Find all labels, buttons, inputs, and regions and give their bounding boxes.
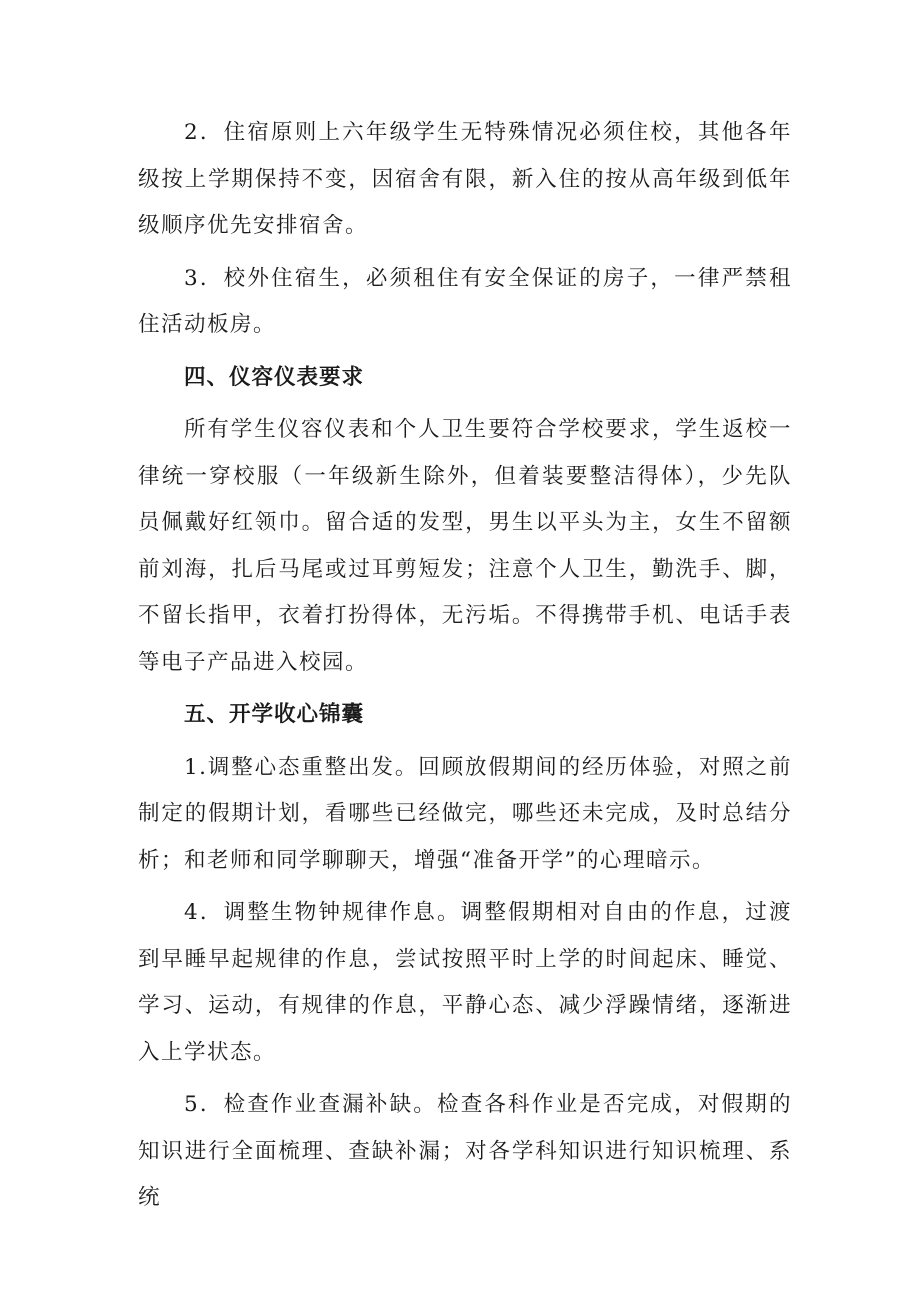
paragraph-boarding-rule: 2．住宿原则上六年级学生无特殊情况必须住校，其他各年级按上学期保持不变，因宿舍有限，新入住的按从高年级到低年级顺序优先安排宿舍。 [138,120,792,238]
paragraph-appearance-rules: 所有学生仪容仪表和个人卫生要符合学校要求，学生返校一律统一穿校服（一年级新生除外，但着装要整洁得体），少先队员佩戴好红领巾。留合适的发型，男生以平头为主，女生不留额前刘海，扎后马尾或过耳剪短发；注意个人卫生，勤洗手、脚，不留长指甲，衣着打扮得体，无污垢。不得携带手机、电话手表等电子产品进入校园。 [138,417,792,675]
paragraph-tip-schedule: 4．调整生物钟规律作息。调整假期相对自由的作息，过渡到早睡早起规律的作息，尝试按照平时上学的时间起床、睡觉、学习、运动，有规律的作息，平静心态、减少浮躁情绪，逐渐进入上学状态。 [138,900,792,1065]
paragraph-offcampus-housing: 3．校外住宿生，必须租住有安全保证的房子，一律严禁租住活动板房。 [138,265,792,337]
paragraph-tip-homework: 5．检查作业查漏补缺。检查各科作业是否完成，对假期的知识进行全面梳理、查缺补漏；对各学科知识进行知识梳理、系统 [138,1092,792,1210]
section-heading-back-to-school-tips: 五、开学收心锦囊 [184,702,365,727]
document-body [138,110,792,1222]
section-heading-appearance: 四、仪容仪表要求 [184,364,365,390]
paragraph-tip-mindset: 1.调整心态重整出发。回顾放假期间的经历体验，对照之前制定的假期计划，看哪些已经做完，哪些还未完成，及时总结分析；和老师和同学聊聊天，增强“准备开学”的心理暗示。 [138,754,792,873]
